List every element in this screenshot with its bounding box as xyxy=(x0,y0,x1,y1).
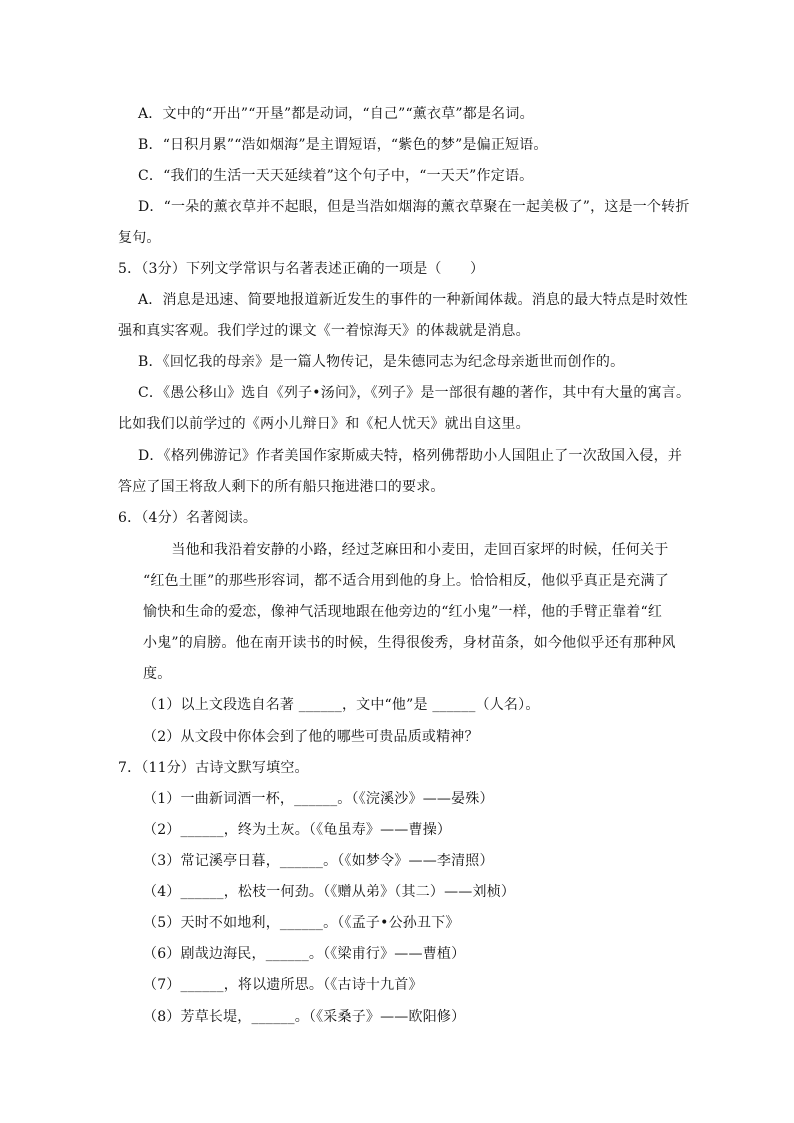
q7-item: （1）一曲新词酒一杯，______。（《浣溪沙》——晏殊） xyxy=(143,791,494,807)
q6-passage-line: 当他和我沿着安静的小路，经过芝麻田和小麦田，走回百家坪的时候，任何关于 xyxy=(143,542,669,558)
q6-sub-question-1: （1）以上文段选自名著 ______，文中“他”是 ______（人名）。 xyxy=(143,697,540,713)
q6-stem: 6．（4分）名著阅读。 xyxy=(118,510,258,526)
q7-item: （8）芳草长堤，______。（《采桑子》——欧阳修） xyxy=(143,1009,466,1025)
q5-option-d-line1: D．《格列佛游记》作者美国作家斯威夫特，格列佛帮助小人国阻止了一次敌国入侵，并 xyxy=(138,448,683,464)
q5-stem: 5．（3分）下列文学常识与名著表述正确的一项是（ ） xyxy=(118,261,485,277)
q6-passage-line: “红色土匪”的那些形容词，都不适合用到他的身上。恰恰相反，他似乎真正是充满了 xyxy=(143,573,669,589)
q4-option-b: B．“日积月累”“浩如烟海”是主谓短语，“紫色的梦”是偏正短语。 xyxy=(138,137,548,153)
q5-option-a-line2: 强和真实客观。我们学过的课文《一着惊海天》的体裁就是消息。 xyxy=(118,323,530,339)
q6-passage-line: 小鬼”的肩膀。他在南开读书的时候，生得很俊秀，身材苗条，如今他似乎还有那种风 xyxy=(143,635,676,651)
q4-option-c: C．“我们的生活一天天延续着”这个句子中，“一天天”作定语。 xyxy=(138,168,534,184)
q7-item: （4）______，松枝一何劲。（《赠从弟》（其二）——刘桢） xyxy=(143,884,516,900)
q7-item: （3）常记溪亭日暮，______。（《如梦令》——李清照） xyxy=(143,853,494,869)
q4-option-d-line1: D．“一朵的薰衣草并不起眼，但是当浩如烟海的薰衣草聚在一起美极了”，这是一个转折 xyxy=(138,199,690,215)
q6-passage-line: 度。 xyxy=(143,666,172,682)
q6-passage-line: 愉快和生命的爱恋，像神气活现地跟在他旁边的“红小鬼”一样，他的手臂正靠着“红 xyxy=(143,604,663,620)
q7-item: （6）剧哉边海民，______。（《梁甫行》——曹植） xyxy=(143,946,466,962)
q5-option-c-line1: C．《愚公移山》选自《列子•汤问》，《列子》是一部很有趣的著作，其中有大量的寓言。 xyxy=(138,385,691,401)
q7-item: （5）天时不如地利，______。（《孟子•公孙丑下》 xyxy=(143,915,460,931)
q7-stem: 7．（11分）古诗文默写填空。 xyxy=(118,760,309,776)
q7-item: （7）______，将以遗所思。（《古诗十九首》 xyxy=(143,977,423,993)
q7-item: （2）______，终为土灰。（《龟虽寿》——曹操） xyxy=(143,822,452,838)
q5-option-d-line2: 答应了国王将敌人剩下的所有船只拖进港口的要求。 xyxy=(118,479,445,495)
q5-option-b: B．《回忆我的母亲》是一篇人物传记，是朱德同志为纪念母亲逝世而创作的。 xyxy=(138,354,625,370)
q4-option-d-line2: 复句。 xyxy=(118,230,161,246)
q5-option-c-line2: 比如我们以前学过的《两小儿辩日》和《杞人忧天》就出自这里。 xyxy=(118,416,530,432)
q4-option-a: A．文中的“开出”“开垦”都是动词，“自己”“薰衣草”都是名词。 xyxy=(138,106,534,122)
q5-option-a-line1: A．消息是迅速、简要地报道新近发生的事件的一种新闻体裁。消息的最大特点是时效性 xyxy=(138,292,688,308)
q6-sub-question-2: （2）从文段中你体会到了他的哪些可贵品质或精神？ xyxy=(143,729,479,745)
